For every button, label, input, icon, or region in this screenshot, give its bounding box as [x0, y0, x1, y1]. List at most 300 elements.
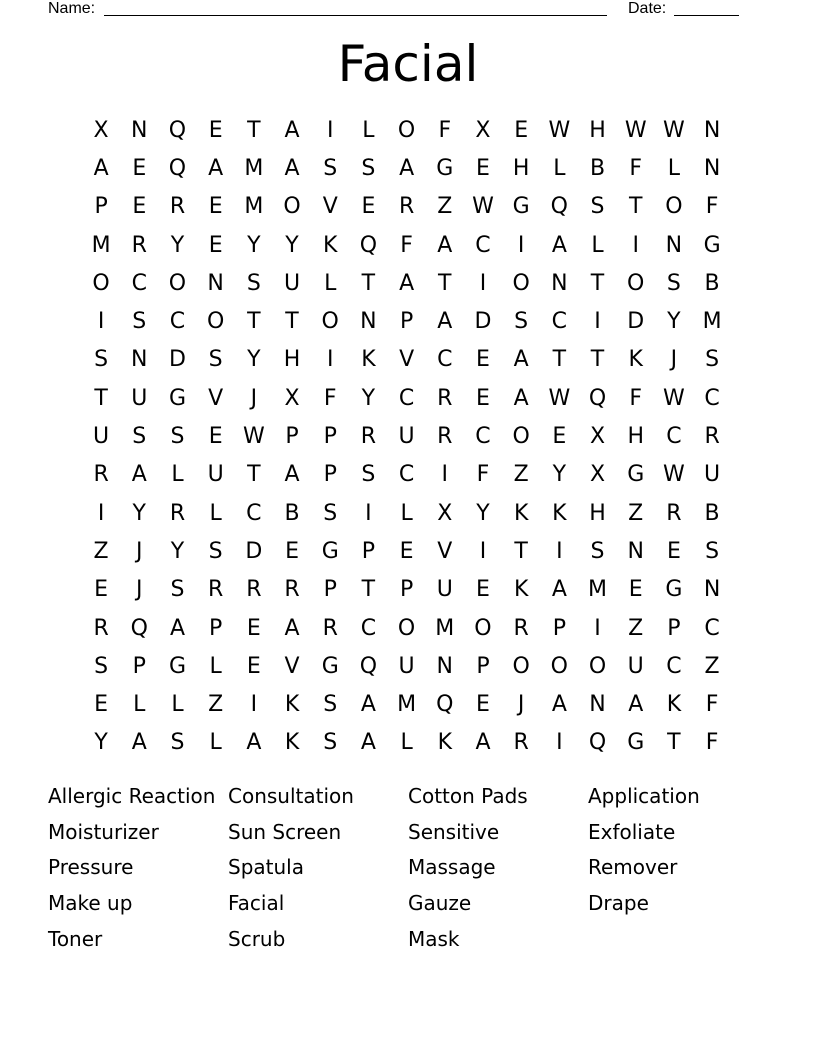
- grid-letter: W: [472, 194, 494, 220]
- grid-letter: K: [513, 500, 529, 526]
- grid-letter: R: [360, 424, 377, 450]
- grid-letter: P: [361, 538, 376, 564]
- word-bank-item: Cotton Pads: [408, 783, 528, 808]
- grid-letter: S: [666, 270, 681, 296]
- grid-letter: G: [512, 194, 530, 220]
- grid-letter: N: [207, 270, 224, 296]
- grid-letter: L: [400, 730, 413, 756]
- grid-letter: B: [704, 500, 720, 526]
- grid-letter: L: [591, 232, 604, 258]
- grid-letter: A: [437, 232, 453, 258]
- grid-letter: I: [632, 232, 639, 258]
- grid-letter: L: [400, 500, 413, 526]
- grid-letter: E: [476, 692, 490, 718]
- grid-letter: I: [97, 500, 105, 526]
- grid-letter: E: [666, 538, 681, 564]
- grid-letter: Y: [132, 500, 146, 526]
- grid-letter: C: [704, 385, 720, 411]
- grid-letter: E: [132, 194, 147, 220]
- grid-letter: Q: [588, 385, 607, 411]
- grid-letter: R: [93, 462, 109, 488]
- grid-letter: F: [629, 385, 643, 411]
- grid-letter: Y: [247, 347, 261, 373]
- word-bank-item: Moisturizer: [48, 819, 159, 844]
- grid-letter: C: [551, 309, 568, 335]
- grid-letter: F: [476, 462, 490, 488]
- grid-letter: P: [323, 424, 337, 450]
- grid-letter: A: [513, 385, 529, 411]
- grid-letter: S: [208, 538, 223, 564]
- grid-letter: I: [250, 692, 258, 718]
- grid-letter: Y: [170, 538, 185, 564]
- grid-letter: E: [476, 577, 490, 603]
- grid-letter: W: [663, 385, 685, 411]
- grid-letter: J: [670, 347, 678, 373]
- grid-letter: G: [703, 232, 721, 258]
- grid-letter: C: [169, 309, 186, 335]
- grid-letter: T: [514, 538, 528, 564]
- grid-letter: L: [171, 692, 184, 718]
- word-bank-item: Scrub: [228, 927, 286, 952]
- grid-letter: C: [704, 615, 720, 641]
- grid-letter: Z: [437, 194, 453, 220]
- grid-letter: D: [168, 347, 186, 373]
- grid-letter: T: [590, 347, 605, 373]
- grid-letter: C: [398, 462, 415, 488]
- grid-letter: B: [589, 155, 606, 181]
- grid-letter: P: [94, 194, 108, 220]
- name-blank-line: [104, 15, 607, 16]
- word-bank-item: Make up: [48, 891, 133, 916]
- grid-letter: P: [323, 462, 337, 488]
- grid-letter: E: [208, 194, 223, 220]
- grid-letter: Y: [476, 500, 490, 526]
- grid-letter: N: [703, 155, 721, 181]
- grid-letter: T: [247, 462, 261, 488]
- grid-letter: X: [93, 117, 109, 143]
- grid-letter: J: [136, 538, 143, 564]
- worksheet-header: [48, 0, 748, 20]
- grid-letter: R: [513, 730, 529, 756]
- grid-letter: O: [206, 309, 225, 335]
- grid-letter: T: [361, 577, 376, 603]
- grid-letter: R: [322, 615, 338, 641]
- grid-letter: Y: [285, 232, 299, 258]
- grid-letter: N: [131, 347, 148, 373]
- grid-letter: I: [556, 730, 563, 756]
- word-bank: [48, 778, 768, 957]
- grid-letter: W: [242, 424, 265, 450]
- grid-letter: P: [209, 615, 223, 641]
- grid-letter: E: [94, 577, 109, 603]
- grid-letter: J: [517, 692, 525, 718]
- grid-letter: I: [441, 462, 449, 488]
- grid-letter: S: [323, 500, 338, 526]
- grid-letter: A: [475, 730, 491, 756]
- grid-letter: Z: [93, 538, 109, 564]
- grid-letter: L: [133, 692, 146, 718]
- word-bank-item: Massage: [408, 855, 496, 880]
- grid-letter: A: [360, 730, 376, 756]
- grid-letter: S: [361, 155, 376, 181]
- grid-letter: O: [512, 653, 530, 679]
- grid-letter: O: [397, 615, 416, 641]
- grid-letter: A: [284, 155, 300, 181]
- grid-letter: T: [628, 194, 643, 220]
- grid-letter: X: [589, 462, 606, 488]
- grid-letter: X: [475, 117, 491, 143]
- grid-letter: K: [361, 347, 376, 373]
- grid-letter: O: [665, 194, 683, 220]
- grid-letter: F: [629, 155, 643, 181]
- grid-letter: F: [705, 692, 719, 718]
- grid-letter: T: [285, 309, 299, 335]
- grid-letter: E: [246, 615, 261, 641]
- grid-letter: D: [474, 309, 492, 335]
- grid-letter: E: [476, 385, 490, 411]
- grid-letter: A: [551, 692, 567, 718]
- grid-letter: I: [517, 232, 525, 258]
- word-bank-item: Allergic Reaction: [48, 783, 216, 808]
- grid-letter: T: [667, 730, 681, 756]
- grid-letter: M: [588, 577, 608, 603]
- grid-letter: N: [360, 309, 377, 335]
- grid-letter: O: [512, 424, 530, 450]
- grid-letter: C: [360, 615, 377, 641]
- grid-letter: C: [666, 653, 682, 679]
- grid-letter: H: [589, 500, 606, 526]
- grid-letter: N: [627, 538, 644, 564]
- grid-letter: U: [207, 462, 224, 488]
- grid-letter: S: [323, 692, 338, 718]
- grid-letter: L: [324, 270, 337, 296]
- grid-letter: K: [513, 577, 529, 603]
- grid-letter: Y: [667, 309, 681, 335]
- grid-letter: D: [627, 309, 645, 335]
- grid-letter: F: [705, 194, 719, 220]
- grid-letter: W: [624, 117, 647, 143]
- word-bank-item: Drape: [588, 891, 649, 916]
- grid-letter: Q: [130, 615, 148, 641]
- grid-letter: U: [627, 653, 644, 679]
- grid-letter: K: [437, 730, 452, 756]
- grid-letter: D: [245, 538, 263, 564]
- grid-letter: Q: [359, 653, 378, 679]
- grid-letter: S: [323, 155, 338, 181]
- grid-letter: I: [365, 500, 372, 526]
- grid-letter: M: [702, 309, 722, 335]
- grid-letter: T: [247, 309, 261, 335]
- grid-letter: S: [94, 653, 109, 679]
- word-bank-item: Spatula: [228, 855, 304, 880]
- grid-letter: Q: [359, 232, 378, 258]
- grid-letter: A: [284, 117, 300, 143]
- grid-letter: S: [705, 347, 720, 373]
- grid-letter: E: [514, 117, 529, 143]
- grid-letter: S: [208, 347, 223, 373]
- grid-letter: A: [551, 232, 567, 258]
- grid-letter: W: [548, 385, 571, 411]
- grid-letter: E: [94, 692, 109, 718]
- grid-letter: O: [321, 309, 339, 335]
- grid-letter: Z: [628, 500, 644, 526]
- grid-letter: S: [170, 730, 185, 756]
- grid-letter: C: [131, 270, 147, 296]
- grid-letter: G: [168, 385, 186, 411]
- grid-letter: S: [94, 347, 109, 373]
- grid-letter: P: [399, 577, 414, 603]
- grid-letter: G: [627, 730, 645, 756]
- grid-letter: P: [399, 309, 414, 335]
- grid-letter: P: [667, 615, 681, 641]
- grid-letter: U: [704, 462, 721, 488]
- grid-letter: O: [397, 117, 416, 143]
- grid-letter: P: [323, 577, 337, 603]
- word-bank-item: Remover: [588, 855, 678, 880]
- grid-letter: L: [171, 462, 184, 488]
- grid-letter: O: [283, 194, 301, 220]
- grid-letter: O: [588, 653, 607, 679]
- grid-letter: E: [476, 347, 490, 373]
- grid-letter: X: [284, 385, 300, 411]
- grid-letter: C: [246, 500, 262, 526]
- grid-letter: G: [627, 462, 645, 488]
- grid-letter: P: [476, 653, 490, 679]
- grid-letter: E: [628, 577, 643, 603]
- grid-letter: R: [284, 577, 300, 603]
- grid-letter: I: [594, 615, 601, 641]
- grid-letter: W: [663, 462, 685, 488]
- grid-letter: N: [665, 232, 683, 258]
- grid-letter: K: [284, 730, 300, 756]
- grid-letter: B: [704, 270, 720, 296]
- grid-letter: V: [437, 538, 453, 564]
- word-search-grid: [82, 111, 732, 763]
- grid-letter: T: [438, 270, 452, 296]
- grid-letter: J: [250, 385, 258, 411]
- grid-letter: R: [437, 385, 453, 411]
- grid-letter: R: [169, 500, 186, 526]
- grid-letter: C: [475, 232, 491, 258]
- grid-letter: U: [398, 653, 415, 679]
- grid-letter: T: [94, 385, 108, 411]
- grid-letter: G: [321, 653, 339, 679]
- grid-letter: Y: [170, 232, 185, 258]
- grid-letter: B: [284, 500, 300, 526]
- grid-letter: F: [705, 730, 719, 756]
- grid-letter: Z: [208, 692, 224, 718]
- grid-letter: S: [246, 270, 261, 296]
- grid-letter: E: [246, 653, 261, 679]
- grid-letter: O: [474, 615, 492, 641]
- grid-letter: L: [362, 117, 375, 143]
- word-bank-item: Gauze: [408, 891, 472, 916]
- grid-letter: A: [513, 347, 529, 373]
- grid-letter: N: [551, 270, 568, 296]
- grid-letter: A: [208, 155, 224, 181]
- grid-letter: T: [247, 117, 261, 143]
- grid-letter: I: [479, 270, 487, 296]
- grid-letter: E: [208, 424, 223, 450]
- grid-letter: O: [550, 653, 568, 679]
- grid-letter: R: [246, 577, 262, 603]
- grid-letter: M: [397, 692, 417, 718]
- grid-letter: Q: [168, 117, 187, 143]
- grid-letter: U: [93, 424, 110, 450]
- grid-letter: I: [97, 309, 105, 335]
- grid-letter: L: [553, 155, 566, 181]
- grid-letter: Y: [361, 385, 376, 411]
- grid-letter: R: [398, 194, 415, 220]
- word-bank-item: Mask: [408, 927, 460, 952]
- grid-letter: A: [628, 692, 644, 718]
- grid-letter: N: [703, 577, 721, 603]
- grid-letter: H: [589, 117, 606, 143]
- grid-letter: S: [132, 424, 147, 450]
- grid-letter: S: [705, 538, 720, 564]
- grid-letter: Q: [436, 692, 454, 718]
- grid-letter: C: [475, 424, 491, 450]
- grid-letter: L: [209, 730, 222, 756]
- grid-letter: V: [399, 347, 415, 373]
- grid-letter: K: [628, 347, 643, 373]
- grid-letter: S: [590, 194, 605, 220]
- grid-letter: N: [131, 117, 148, 143]
- grid-letter: Q: [168, 155, 187, 181]
- grid-letter: O: [92, 270, 110, 296]
- grid-letter: T: [361, 270, 376, 296]
- grid-letter: A: [360, 692, 376, 718]
- grid-letter: I: [479, 538, 487, 564]
- grid-letter: V: [208, 385, 224, 411]
- grid-letter: V: [284, 653, 300, 679]
- grid-letter: A: [551, 577, 567, 603]
- grid-letter: S: [323, 730, 338, 756]
- grid-letter: W: [663, 117, 685, 143]
- grid-letter: N: [436, 653, 454, 679]
- grid-letter: M: [244, 194, 264, 220]
- grid-letter: G: [436, 155, 454, 181]
- grid-letter: N: [589, 692, 606, 718]
- grid-letter: L: [667, 155, 681, 181]
- grid-letter: L: [209, 500, 222, 526]
- grid-letter: R: [169, 194, 186, 220]
- grid-letter: J: [136, 577, 143, 603]
- grid-letter: G: [665, 577, 683, 603]
- grid-letter: X: [589, 424, 606, 450]
- grid-letter: P: [132, 653, 146, 679]
- grid-letter: E: [361, 194, 376, 220]
- word-bank-item: Pressure: [48, 855, 134, 880]
- grid-letter: A: [246, 730, 262, 756]
- grid-letter: A: [284, 462, 300, 488]
- grid-letter: R: [93, 615, 109, 641]
- grid-letter: Y: [94, 730, 108, 756]
- grid-letter: R: [208, 577, 224, 603]
- grid-letter: Z: [704, 653, 720, 679]
- grid-letter: A: [284, 615, 300, 641]
- grid-letter: X: [437, 500, 453, 526]
- grid-letter: R: [704, 424, 720, 450]
- grid-letter: I: [326, 347, 334, 373]
- grid-letter: C: [398, 385, 415, 411]
- grid-letter: E: [399, 538, 414, 564]
- grid-letter: I: [326, 117, 334, 143]
- grid-letter: Q: [588, 730, 607, 756]
- grid-letter: A: [93, 155, 109, 181]
- grid-letter: O: [168, 270, 187, 296]
- grid-letter: A: [399, 270, 415, 296]
- grid-letter: A: [131, 462, 147, 488]
- word-bank-item: Toner: [48, 927, 103, 952]
- word-bank-item: Sensitive: [408, 819, 500, 844]
- grid-letter: F: [438, 117, 452, 143]
- grid-letter: H: [283, 347, 301, 373]
- grid-letter: S: [170, 424, 185, 450]
- grid-letter: R: [513, 615, 529, 641]
- date-blank-line: [674, 15, 739, 16]
- grid-letter: E: [552, 424, 567, 450]
- grid-letter: A: [131, 730, 147, 756]
- grid-letter: E: [285, 538, 299, 564]
- date-label: Date:: [628, 0, 667, 17]
- grid-letter: F: [400, 232, 413, 258]
- grid-letter: M: [91, 232, 111, 258]
- grid-letter: H: [512, 155, 530, 181]
- grid-letter: C: [666, 424, 682, 450]
- grid-letter: U: [398, 424, 415, 450]
- grid-letter: U: [283, 270, 301, 296]
- word-bank-item: Exfoliate: [588, 819, 676, 844]
- grid-letter: W: [548, 117, 571, 143]
- grid-letter: Y: [552, 462, 567, 488]
- grid-letter: S: [590, 538, 605, 564]
- grid-letter: A: [437, 309, 453, 335]
- grid-letter: M: [435, 615, 455, 641]
- grid-letter: N: [703, 117, 721, 143]
- grid-letter: O: [627, 270, 645, 296]
- grid-letter: Z: [513, 462, 529, 488]
- grid-letter: U: [436, 577, 453, 603]
- grid-letter: S: [170, 577, 185, 603]
- grid-letter: R: [437, 424, 453, 450]
- word-bank-item: Sun Screen: [228, 819, 342, 844]
- grid-letter: Z: [628, 615, 644, 641]
- word-bank-item: Consultation: [228, 783, 354, 808]
- grid-letter: F: [323, 385, 337, 411]
- grid-letter: E: [208, 117, 223, 143]
- page-title: Facial: [337, 35, 479, 93]
- grid-letter: E: [208, 232, 223, 258]
- grid-letter: K: [323, 232, 338, 258]
- grid-letter: I: [594, 309, 601, 335]
- grid-letter: K: [284, 692, 300, 718]
- grid-letter: H: [627, 424, 644, 450]
- grid-letter: A: [169, 615, 185, 641]
- grid-letter: P: [552, 615, 566, 641]
- grid-letter: V: [322, 194, 338, 220]
- grid-letter: T: [552, 347, 567, 373]
- grid-letter: G: [321, 538, 339, 564]
- grid-letter: Q: [550, 194, 568, 220]
- word-bank-item: Application: [588, 783, 700, 808]
- grid-letter: I: [556, 538, 563, 564]
- grid-letter: K: [552, 500, 567, 526]
- grid-letter: A: [399, 155, 415, 181]
- grid-letter: Y: [247, 232, 261, 258]
- grid-letter: C: [437, 347, 453, 373]
- grid-letter: S: [361, 462, 376, 488]
